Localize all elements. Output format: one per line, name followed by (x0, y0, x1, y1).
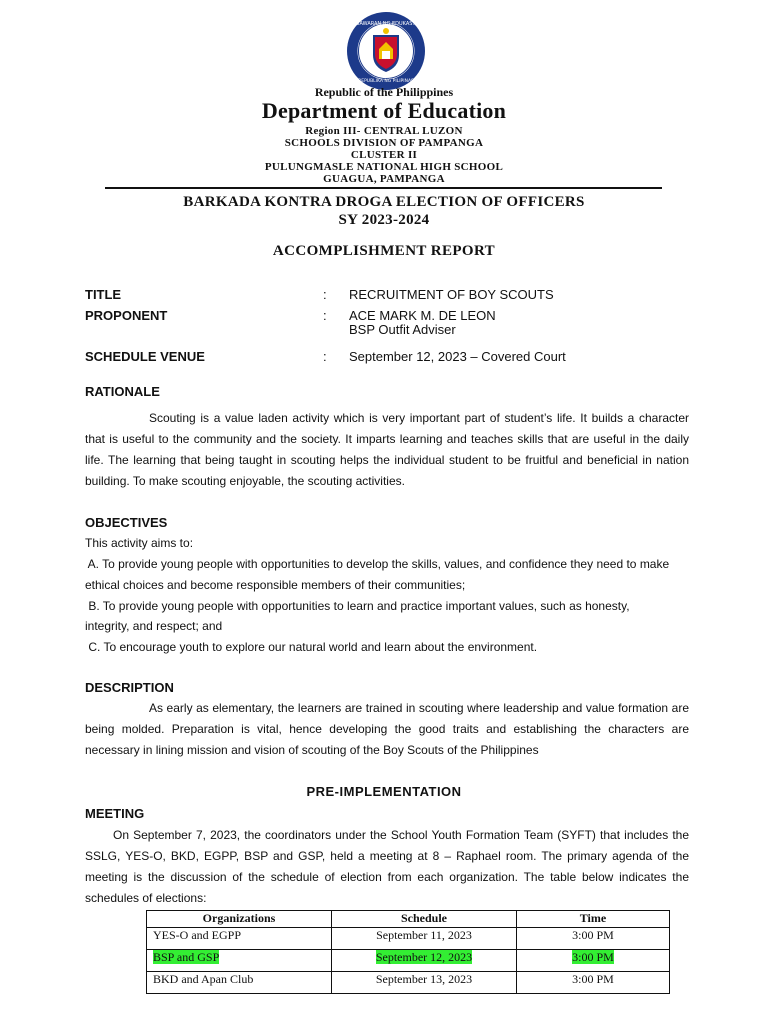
schedule-label: SCHEDULE VENUE (85, 349, 205, 364)
time-cell: 3:00 PM (517, 928, 670, 950)
seal-top-text: KAGAWARAN NG EDUKASYON (349, 21, 423, 27)
objective-b-line2: integrity, and respect; and (85, 619, 223, 633)
title-value: RECRUITMENT OF BOY SCOUTS (349, 287, 554, 302)
description-text (85, 698, 689, 761)
rationale-heading: RATIONALE (85, 384, 160, 399)
header-divider (105, 187, 662, 189)
table-header-row (147, 911, 670, 928)
cluster-line: CLUSTER II (350, 149, 418, 161)
pre-implementation-heading: PRE-IMPLEMENTATION (306, 784, 462, 799)
division-line: SCHOOLS DIVISION OF PAMPANGA (284, 137, 484, 149)
schedule-cell: September 11, 2023 (332, 928, 517, 950)
time-cell: 3:00 PM (517, 972, 670, 994)
department-title: Department of Education (261, 98, 507, 123)
objective-b-line1: B. To provide young people with opportunities to learn and practice important values, such as honesty, (85, 599, 630, 613)
org-cell (147, 950, 332, 972)
objective-a-line1: A. To provide young people with opportunities to develop the skills, values, and confidence they need to make (85, 557, 670, 571)
report-title: ACCOMPLISHMENT REPORT (272, 243, 496, 259)
org-cell: BKD and Apan Club (147, 972, 332, 994)
meeting-text (85, 825, 689, 909)
title-label: TITLE (85, 287, 122, 302)
republic-line: Republic of the Philippines (314, 85, 454, 99)
proponent-label: PROPONENT (85, 308, 168, 323)
time-cell (517, 950, 670, 972)
meeting-body: On September 7, 2023, the coordinators under the School Youth Formation Team (SYFT) that includes the SSLG, YES-O, BKD, EGPP, BSP and GSP, held a meeting at 8 – Raphael room. The primary agenda of the meeting is the discussion of the schedule of election from each organization. The table below indicates the schedules of elections: (85, 828, 689, 905)
meeting-heading: MEETING (85, 806, 145, 821)
schedule-cell (332, 950, 517, 972)
proponent-role: BSP Outfit Adviser (349, 322, 456, 337)
description-heading: DESCRIPTION (85, 680, 174, 695)
highlighted-text: 3:00 PM (572, 950, 614, 964)
objective-a-line2: ethical choices and become responsible members of their communities; (85, 578, 466, 592)
highlighted-text: September 12, 2023 (375, 950, 473, 964)
objective-c-line1: C. To encourage youth to explore our natural world and learn about the environment. (85, 640, 538, 654)
colon: : (323, 349, 327, 364)
rationale-text (85, 408, 689, 492)
table-row (147, 928, 670, 950)
rationale-body: Scouting is a value laden activity which is very important part of student’s life. It builds a character that is useful to the community and the society. It imparts learning and teaches skills that are useful in the daily life. The learning that being taught in scouting helps the individual student to be fruitful and beneficial in nation building. To make scouting enjoyable, the scouting activities. (85, 411, 689, 488)
event-title: BARKADA KONTRA DROGA ELECTION OF OFFICERS (183, 194, 585, 210)
proponent-value: ACE MARK M. DE LEON (349, 308, 496, 323)
objectives-heading: OBJECTIVES (85, 515, 168, 530)
org-cell: YES-O and EGPP (147, 928, 332, 950)
location-line: GUAGUA, PAMPANGA (323, 173, 445, 185)
school-line: PULUNGMASLE NATIONAL HIGH SCHOOL (264, 161, 504, 173)
election-schedule-table (146, 910, 670, 994)
seal-bottom-text: REPUBLIKA NG PILIPINAS (358, 79, 414, 84)
schedule-cell: September 13, 2023 (332, 972, 517, 994)
column-header: Time (517, 911, 670, 928)
colon: : (323, 287, 327, 302)
deped-seal (346, 11, 426, 91)
school-year: SY 2023-2024 (338, 212, 430, 228)
table-row (147, 950, 670, 972)
table-row (147, 972, 670, 994)
column-header: Schedule (332, 911, 517, 928)
schedule-value: September 12, 2023 – Covered Court (349, 349, 566, 364)
description-body: As early as elementary, the learners are trained in scouting where leadership and value formation are being molded. Preparation is vital, hence developing the good traits and establishing the characters are necessary in lining mission and vision of scouting of the Boy Scouts of the Philippines (85, 701, 689, 757)
region-line: Region III- CENTRAL LUZON (305, 125, 463, 137)
colon: : (323, 308, 327, 323)
objectives-intro: This activity aims to: (85, 536, 194, 550)
column-header: Organizations (147, 911, 332, 928)
highlighted-text: BSP and GSP (153, 950, 220, 964)
